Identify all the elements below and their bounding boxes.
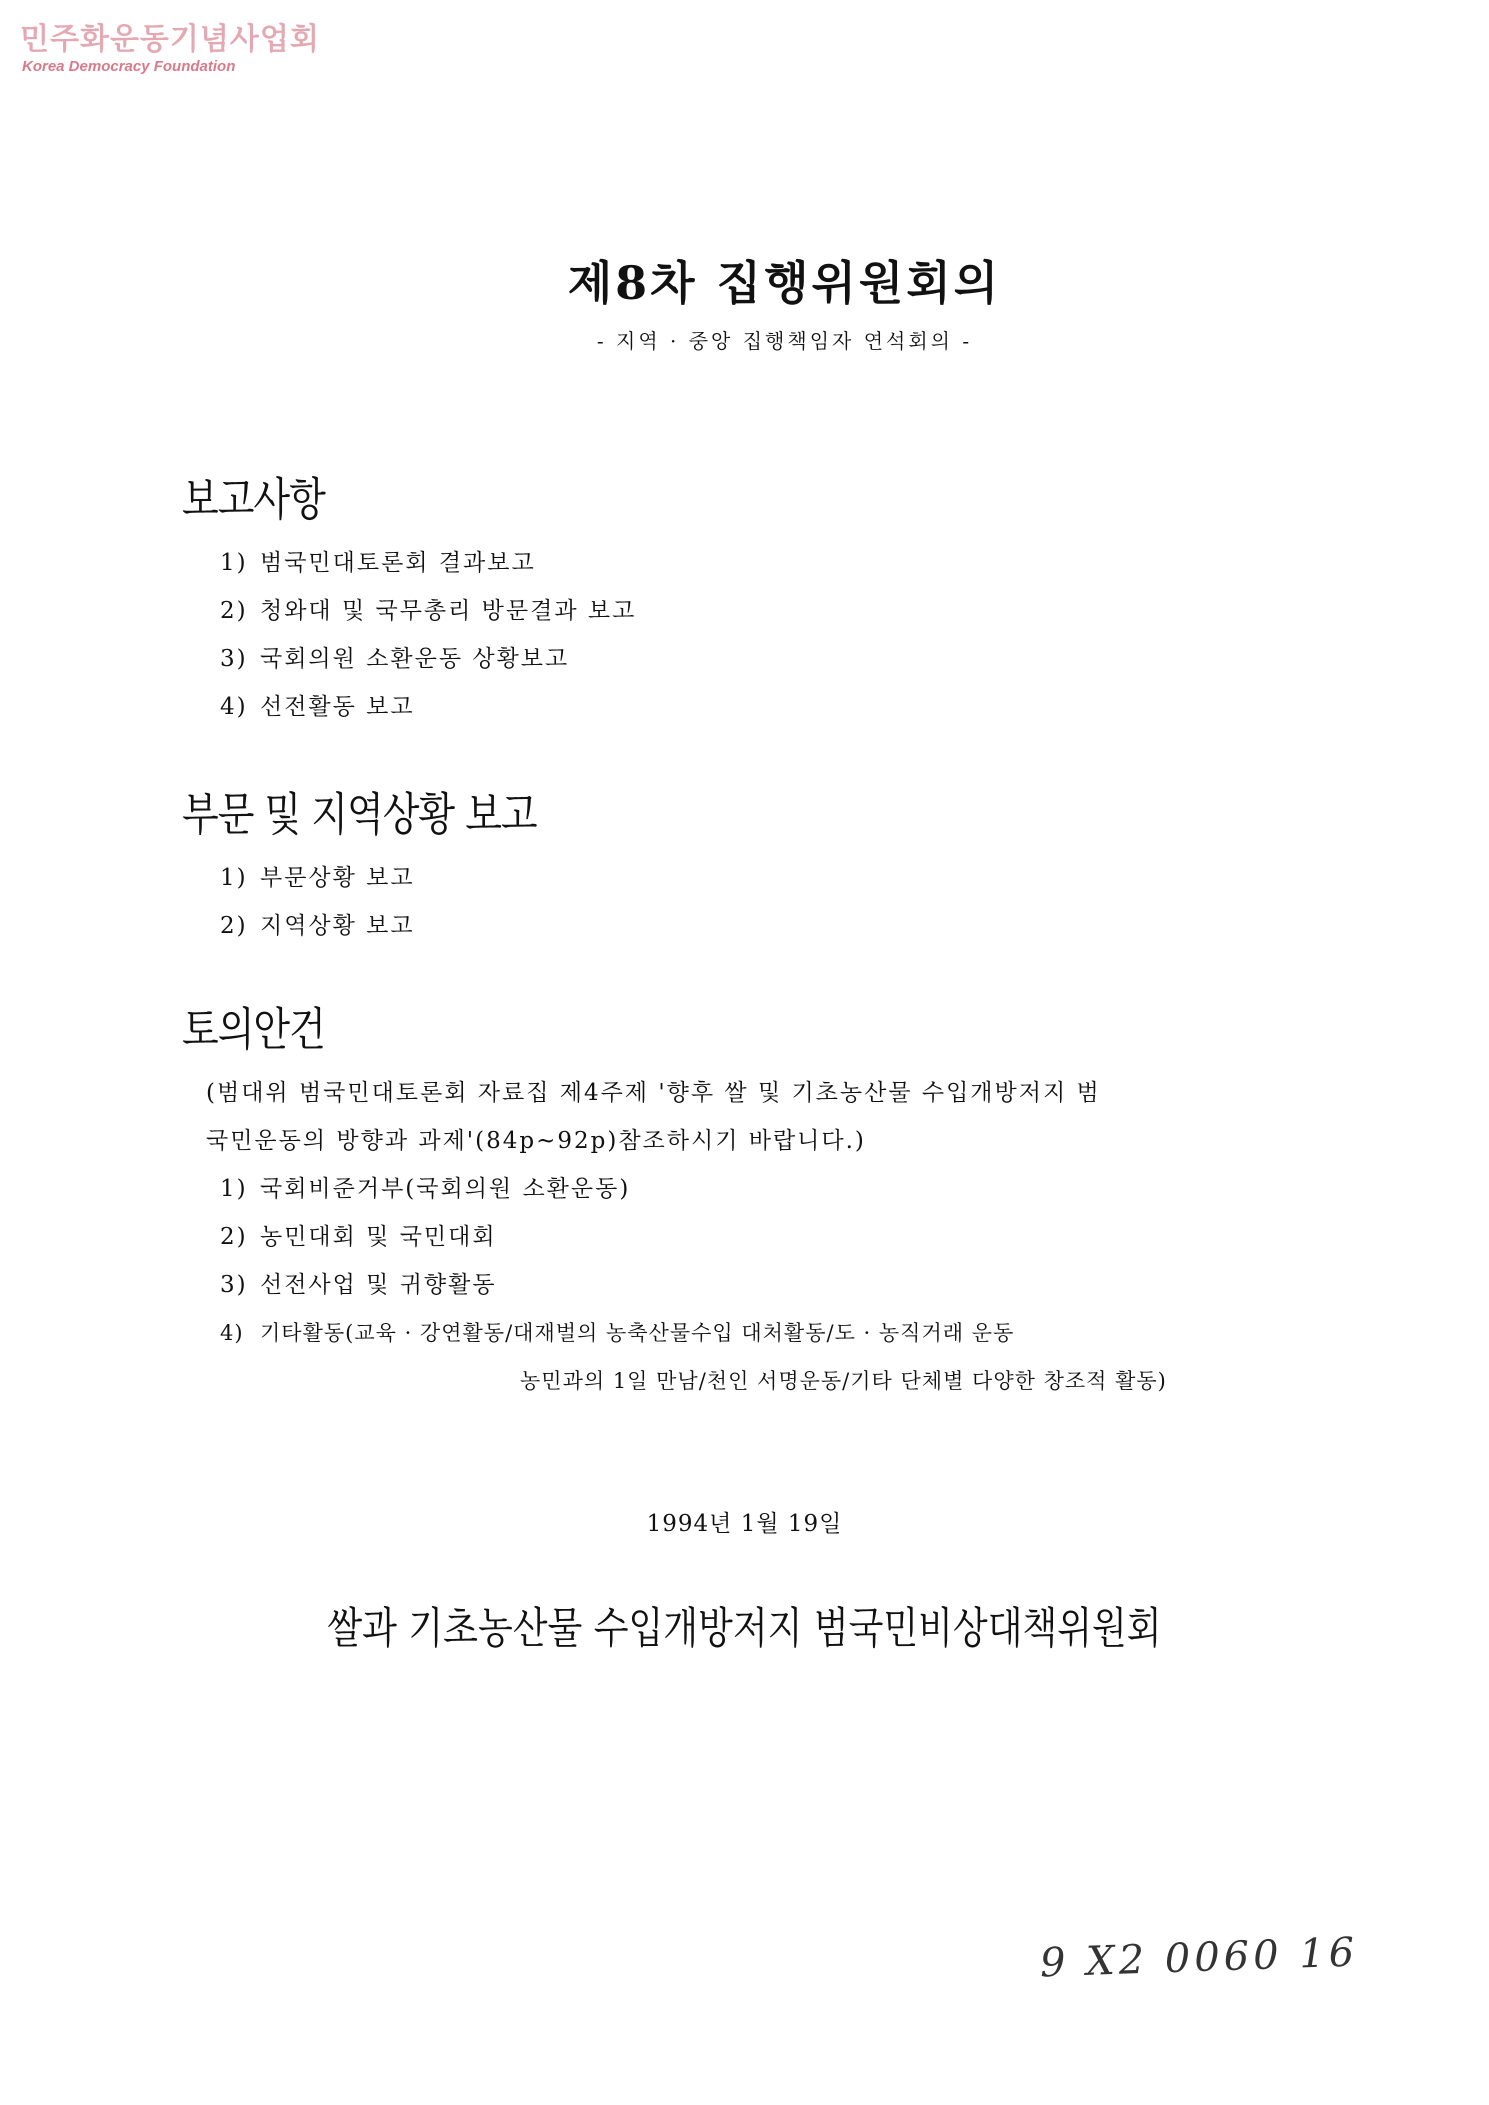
item-number: 1) bbox=[220, 1176, 248, 1202]
item-number: 3) bbox=[220, 646, 248, 672]
handwritten-archive-code: 9 X2 0060 16 bbox=[1039, 1929, 1359, 1987]
item-text: 선전사업 및 귀향활동 bbox=[260, 1272, 497, 1298]
item-text: 국회의원 소환운동 상황보고 bbox=[260, 646, 570, 672]
item-number: 1) bbox=[220, 865, 248, 891]
item-number: 2) bbox=[220, 913, 248, 939]
item-number: 3) bbox=[220, 1272, 248, 1298]
note-line: (범대위 범국민대토론회 자료집 제4주제 '향후 쌀 및 기초농산물 수입개방저지 범 bbox=[206, 1080, 1101, 1106]
document-subtitle: - 지역 · 중앙 집행책임자 연석회의 - bbox=[596, 329, 973, 353]
list-item bbox=[182, 683, 1222, 731]
watermark-logo bbox=[20, 22, 320, 76]
section-heading: 부문 및 지역상황 보고 bbox=[182, 787, 537, 841]
item-text: 부문상황 보고 bbox=[260, 865, 415, 891]
item-number: 1) bbox=[220, 550, 248, 576]
section-heading: 토의안건 bbox=[182, 1002, 325, 1056]
item-number: 4) bbox=[220, 1321, 244, 1345]
list-item bbox=[182, 902, 1222, 950]
document-title: 제8차 집행위원회의 bbox=[567, 256, 1002, 310]
section-sector-region bbox=[182, 777, 1222, 950]
item-text: 농민대회 및 국민대회 bbox=[260, 1224, 497, 1250]
list-item bbox=[182, 635, 1222, 683]
reference-note bbox=[182, 1069, 1226, 1165]
list-item bbox=[182, 1213, 1222, 1261]
item-text: 선전활동 보고 bbox=[260, 694, 415, 720]
document-date: 1994년 1월 19일 bbox=[646, 1511, 843, 1537]
list-item bbox=[182, 1309, 1222, 1357]
item-text: 기타활동(교육 · 강연활동/대재벌의 농축산물수입 대처활동/도 · 농직거래 운동 bbox=[260, 1321, 1015, 1345]
list-item bbox=[182, 1165, 1222, 1213]
item-number: 2) bbox=[220, 598, 248, 624]
list-item-continuation: 농민과의 1일 만남/천인 서명운동/기타 단체별 다양한 창조적 활동) bbox=[520, 1369, 1167, 1393]
section-heading: 보고사항 bbox=[182, 472, 325, 526]
organization-name: 쌀과 기초농산물 수입개방저지 범국민비상대책위원회 bbox=[327, 1604, 1162, 1654]
item-text: 청와대 및 국무총리 방문결과 보고 bbox=[260, 598, 637, 624]
watermark-english: Korea Democracy Foundation bbox=[22, 58, 236, 75]
item-number: 4) bbox=[220, 694, 248, 720]
item-number: 2) bbox=[220, 1224, 248, 1250]
watermark-korean: 민주화운동기념사업회 bbox=[20, 22, 320, 57]
note-line: 국민운동의 방향과 과제'(84p~92p)참조하시기 바랍니다.) bbox=[206, 1128, 866, 1154]
section-discussion bbox=[182, 992, 1222, 1405]
list-item bbox=[182, 854, 1222, 902]
section-report bbox=[182, 462, 1222, 731]
list-item bbox=[182, 1261, 1222, 1309]
item-text: 범국민대토론회 결과보고 bbox=[260, 550, 536, 576]
item-text: 국회비준거부(국회의원 소환운동) bbox=[260, 1176, 631, 1202]
list-item bbox=[182, 539, 1222, 587]
list-item bbox=[182, 587, 1222, 635]
item-text: 지역상황 보고 bbox=[260, 913, 415, 939]
